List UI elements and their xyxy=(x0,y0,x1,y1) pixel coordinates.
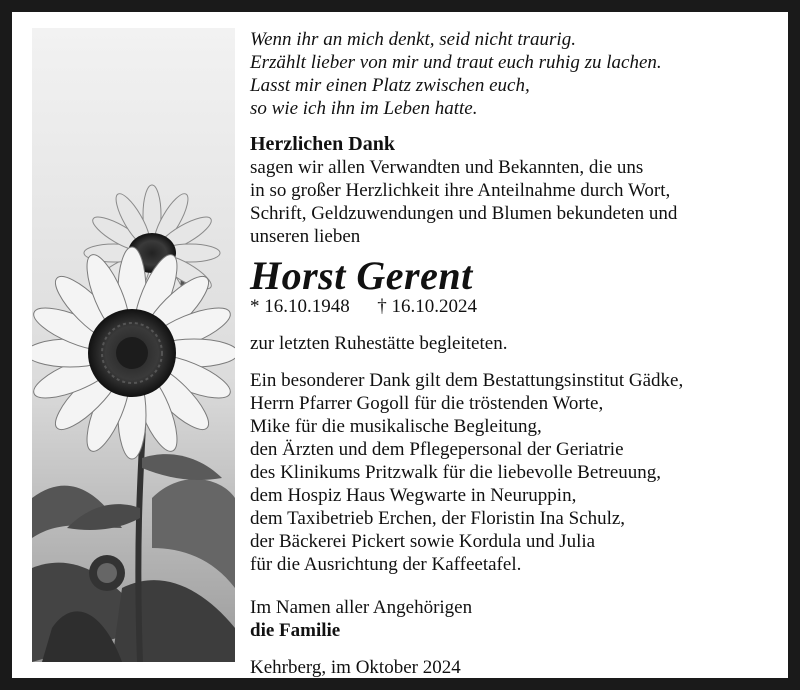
birth-date: * 16.10.1948 xyxy=(250,296,350,317)
special-thanks-line: dem Taxibetrieb Erchen, der Floristin Ina Schulz, xyxy=(250,508,626,529)
life-dates xyxy=(250,296,780,318)
signature-family: die Familie xyxy=(250,620,341,641)
special-thanks-line: Ein besonderer Dank gilt dem Bestattungsinstitut Gädke, xyxy=(250,370,684,391)
signature-line: Im Namen aller Angehörigen xyxy=(250,597,473,618)
poem-line: Erzählt lieber von mir und traut euch ruhig zu lachen. xyxy=(250,52,662,73)
thanks-text xyxy=(250,156,780,248)
special-thanks-line: der Bäckerei Pickert sowie Kordula und Julia xyxy=(250,531,596,552)
sunflower-photo xyxy=(32,28,235,662)
burial-text: zur letzten Ruhestätte begleiteten. xyxy=(250,333,508,354)
special-thanks-line: des Klinikums Pritzwalk für die liebevolle Betreuung, xyxy=(250,462,662,483)
special-thanks-line: Mike für die musikalische Begleitung, xyxy=(250,416,542,437)
thanks-heading: Herzlichen Dank xyxy=(250,133,395,155)
poem-line: Wenn ihr an mich denkt, seid nicht traurig. xyxy=(250,29,576,50)
poem xyxy=(250,28,780,120)
thanks-line: Schrift, Geldzuwendungen und Blumen bekundeten und xyxy=(250,203,678,224)
thanks-line: unseren lieben xyxy=(250,226,361,247)
poem-line: so wie ich ihn im Leben hatte. xyxy=(250,98,478,119)
special-thanks-line: Herrn Pfarrer Gogoll für die tröstenden Worte, xyxy=(250,393,604,414)
place-date: Kehrberg, im Oktober 2024 xyxy=(250,657,461,678)
thanks-line: sagen wir allen Verwandten und Bekannten, die uns xyxy=(250,157,644,178)
poem-line: Lasst mir einen Platz zwischen euch, xyxy=(250,75,530,96)
death-date: † 16.10.2024 xyxy=(377,296,477,317)
special-thanks xyxy=(250,369,780,576)
signature xyxy=(250,596,780,642)
notice-text xyxy=(250,28,780,679)
special-thanks-line: dem Hospiz Haus Wegwarte in Neuruppin, xyxy=(250,485,577,506)
thanks-line: in so großer Herzlichkeit ihre Anteilnahme durch Wort, xyxy=(250,180,671,201)
special-thanks-line: den Ärzten und dem Pflegepersonal der Geriatrie xyxy=(250,439,624,460)
deceased-name: Horst Gerent xyxy=(250,253,473,298)
special-thanks-line: für die Ausrichtung der Kaffeetafel. xyxy=(250,554,522,575)
